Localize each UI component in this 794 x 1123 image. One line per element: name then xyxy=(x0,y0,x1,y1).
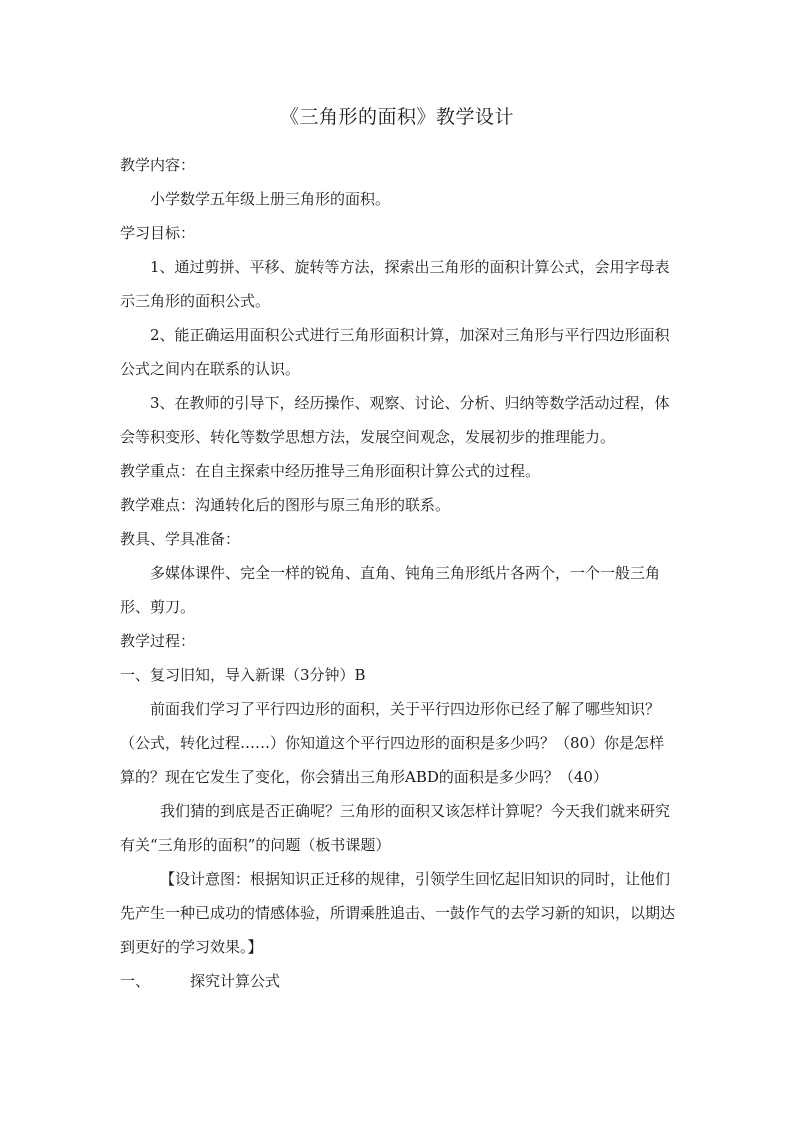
paragraph-introduction: 我们猜的到底是否正确呢？三角形的面积又该怎样计算呢？今天我们就来研究有关“三角形的面积”的问题（板书课题） xyxy=(120,802,671,854)
heading-teaching-process: 教学过程： xyxy=(120,632,196,650)
document-body xyxy=(120,148,676,998)
paragraph-materials: 多媒体课件、完全一样的锐角、直角、钝角三角形纸片各两个，一个一般三角形、剪刀。 xyxy=(120,564,661,616)
paragraph-review: 前面我们学习了平行四边形的面积，关于平行四边形你已经了解了哪些知识？（公式，转化过程……）你知道这个平行四边形的面积是多少吗？（80）你是怎样算的？现在它发生了变化，你会猜出三角形ABD的面积是多少吗？（40） xyxy=(120,700,665,786)
key-point: 教学重点：在自主探索中经历推导三角形面积计算公式的过程。 xyxy=(120,462,541,480)
goal-item-1: 1、通过剪拼、平移、旋转等方法，探索出三角形的面积计算公式，会用字母表示三角形的面积公式。 xyxy=(120,258,670,310)
paragraph-teaching-content: 小学数学五年级上册三角形的面积。 xyxy=(150,190,391,208)
section-one-heading: 一、复习旧知，导入新课（3分钟）B xyxy=(120,666,366,684)
section-two-label: 探究计算公式 xyxy=(190,972,281,990)
heading-materials: 教具、学具准备： xyxy=(120,530,241,548)
section-two-heading xyxy=(120,964,676,998)
heading-teaching-content: 教学内容： xyxy=(120,156,196,174)
heading-learning-goals: 学习目标： xyxy=(120,224,196,242)
goal-item-2: 2、能正确运用面积公式进行三角形面积计算，加深对三角形与平行四边形面积公式之间内在联系的认识。 xyxy=(120,326,670,378)
document-title: 《三角形的面积》教学设计 xyxy=(279,106,514,128)
paragraph-design-intent: 【设计意图：根据知识正迁移的规律，引领学生回忆起旧知识的同时，让他们先产生一种已成功的情感体验，所谓乘胜追击、一鼓作气的去学习新的知识，以期达到更好的学习效果。】 xyxy=(120,870,676,956)
section-two-number: 一、 xyxy=(120,972,151,990)
goal-item-3: 3、在教师的引导下，经历操作、观察、讨论、分析、归纳等数学活动过程，体会等积变形、转化等数学思想方法，发展空间观念，发展初步的推理能力。 xyxy=(120,394,670,446)
difficulty-point: 教学难点：沟通转化后的图形与原三角形的联系。 xyxy=(120,496,451,514)
